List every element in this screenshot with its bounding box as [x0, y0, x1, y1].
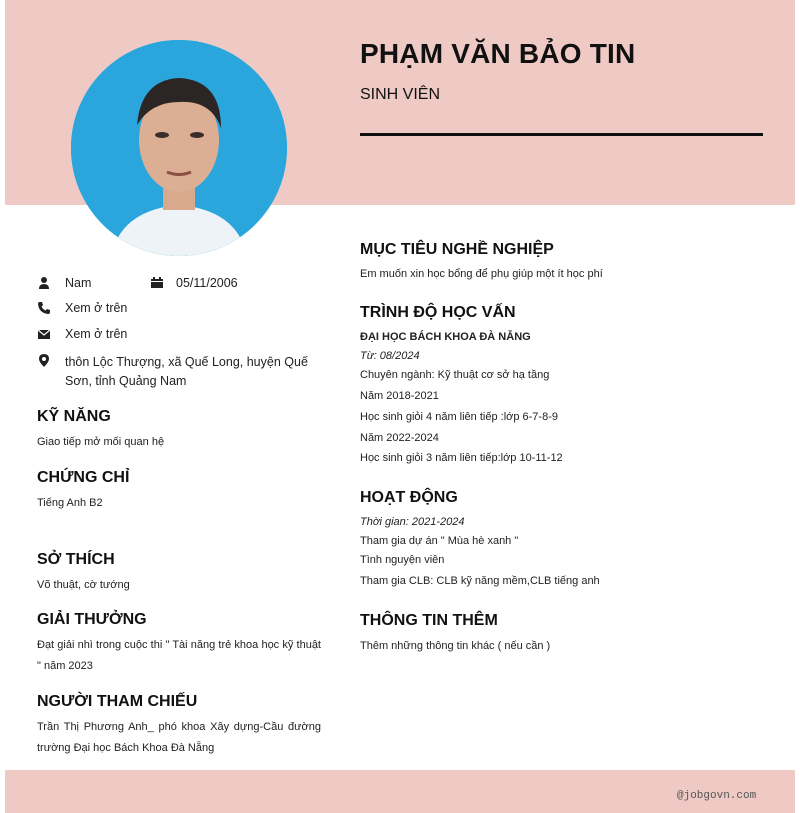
candidate-role: SINH VIÊN: [360, 86, 441, 103]
hobbies-text: Võ thuật, cờ tướng: [37, 579, 130, 591]
header-divider: [360, 133, 763, 136]
education-heading: TRÌNH ĐỘ HỌC VẤN: [360, 304, 516, 321]
candidate-name: PHẠM VĂN BẢO TIN: [360, 38, 636, 69]
envelope-icon: [37, 327, 51, 341]
activities-period: Thời gian: 2021-2024: [360, 516, 465, 528]
certificates-heading: CHỨNG CHỈ: [37, 469, 130, 486]
phone-icon: [37, 301, 51, 315]
education-line: Chuyên ngành: Kỹ thuật cơ sở hạ tầng: [360, 369, 550, 381]
education-line: Năm 2022-2024: [360, 432, 439, 444]
activities-line: Tình nguyện viên: [360, 554, 445, 566]
email-value: Xem ở trên: [65, 327, 128, 341]
person-icon: [37, 276, 51, 290]
awards-heading: GIẢI THƯỞNG: [37, 611, 147, 628]
watermark-text: @jobgovn.com: [677, 790, 757, 802]
profile-photo: [71, 40, 287, 256]
objective-heading: MỤC TIÊU NGHỀ NGHIỆP: [360, 241, 554, 258]
education-line: Năm 2018-2021: [360, 390, 439, 402]
education-line: Học sinh giỏi 4 năm liên tiếp :lớp 6-7-8-9: [360, 411, 558, 423]
hobbies-heading: SỞ THÍCH: [37, 551, 115, 568]
extra-info-heading: THÔNG TIN THÊM: [360, 612, 498, 629]
education-school: ĐẠI HỌC BÁCH KHOA ĐÀ NẴNG: [360, 331, 531, 343]
calendar-icon: [150, 276, 164, 290]
address-value: thôn Lộc Thượng, xã Quế Long, huyện Quế Sơn, tỉnh Quảng Nam: [65, 355, 308, 388]
references-heading: NGƯỜI THAM CHIẾU: [37, 693, 198, 710]
education-period: Từ: 08/2024: [360, 350, 420, 362]
activities-heading: HOẠT ĐỘNG: [360, 489, 458, 506]
references-text: Trần Thị Phương Anh_ phó khoa Xây dựng-Cầu đường trường Đại học Bách Khoa Đà Nẵng: [37, 721, 321, 754]
awards-text: Đạt giải nhì trong cuộc thi " Tài năng trẻ khoa học kỹ thuật " năm 2023: [37, 639, 321, 672]
activities-line: Tham gia CLB: CLB kỹ năng mềm,CLB tiếng anh: [360, 575, 600, 587]
location-pin-icon: [37, 353, 51, 367]
gender-value: Nam: [65, 276, 92, 290]
objective-text: Em muốn xin học bổng để phụ giúp một ít học phí: [360, 268, 603, 280]
birthday-value: 05/11/2006: [176, 276, 238, 290]
skills-heading: KỸ NĂNG: [37, 408, 111, 425]
extra-info-text: Thêm những thông tin khác ( nếu cần ): [360, 640, 551, 652]
certificates-text: Tiếng Anh B2: [37, 497, 103, 509]
phone-value: Xem ở trên: [65, 301, 128, 315]
education-line: Học sinh giỏi 3 năm liên tiếp:lớp 10-11-12: [360, 452, 563, 464]
activities-line: Tham gia dự án " Mùa hè xanh ": [360, 535, 519, 547]
skills-text: Giao tiếp mở mối quan hệ: [37, 436, 165, 448]
